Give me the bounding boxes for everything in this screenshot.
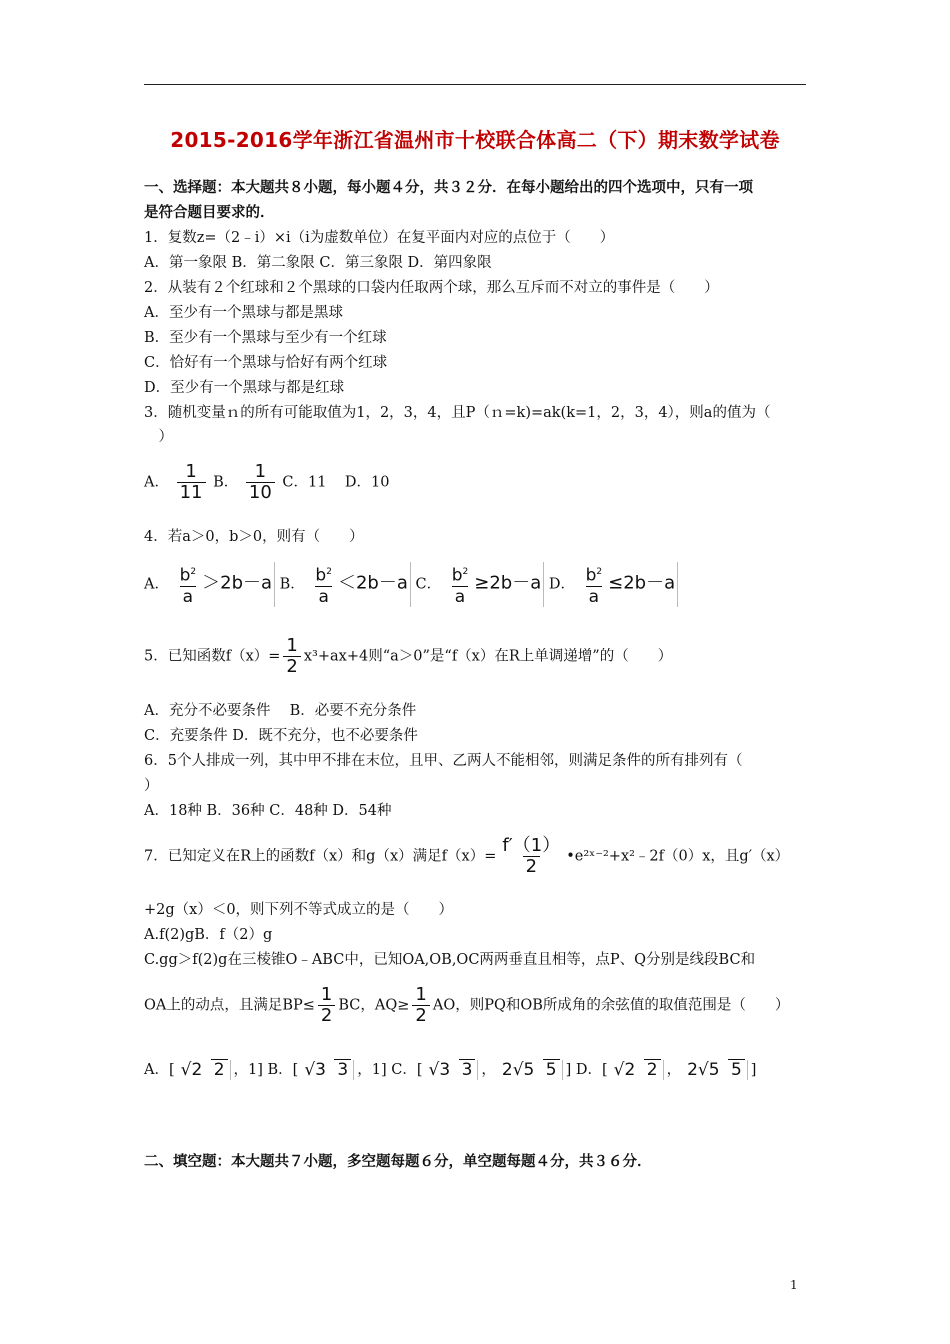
q7-stem-line5 <box>144 985 789 1026</box>
q3-option-c: C．11 <box>282 474 327 491</box>
q7-half-2-denominator: 2 <box>412 1005 429 1026</box>
q3-stem-line2: ） <box>144 429 173 445</box>
section1-header-line1: 一、选择题：本大题共８小题，每小题４分，共３２分．在每小题给出的四个选项中，只有一项 <box>144 180 753 196</box>
page-title: 2015-2016学年浙江省温州市十校联合体高二（下）期末数学试卷 <box>170 128 780 152</box>
q5-stem-suffix: x³+ax+4则“a＞0”是“f（x）在R上单调递增”的（ ） <box>303 648 673 665</box>
q5-fraction <box>283 636 300 677</box>
q7-line5-part-c: AO，则PQ和OB所成角的余弦值的取值范围是（ ） <box>432 997 790 1014</box>
q7-line5-part-a: OA上的动点，且满足BP≤ <box>144 997 315 1014</box>
q8-option-c-tail: ] <box>565 1062 576 1078</box>
q8-option-a-denominator: 2 <box>211 1059 228 1080</box>
q2-option-d: D．至少有一个黑球与都是红球 <box>144 380 345 396</box>
q7-half-2-numerator: 1 <box>415 984 427 1005</box>
q7-stem-suffix: •e²ˣ⁻²+x²﹣2f（0）x，且g′（x） <box>566 848 790 865</box>
section2-header: 二、填空题：本大题共７小题，多空题每题６分，单空题每题４分，共３６分． <box>144 1154 652 1170</box>
q2-option-a: A．至少有一个黑球与都是黑球 <box>144 305 343 321</box>
q8-option-b-numerator: √3 <box>304 1060 326 1080</box>
q7-half-fraction-1 <box>318 985 335 1026</box>
q5-denominator: 2 <box>283 656 300 677</box>
q8-option-d-fraction-2 <box>684 1060 748 1080</box>
q8-option-c-fraction-1 <box>426 1060 479 1080</box>
q8-option-d-tail: ] <box>750 1062 757 1078</box>
q1-stem: 1．复数z=（2﹣i）×i（i为虚数单位）在复平面内对应的点位于（ ） <box>144 230 615 246</box>
q3-options <box>144 462 389 503</box>
q7-half-1-numerator: 1 <box>320 984 333 1005</box>
q4-option-a-expression <box>174 562 275 607</box>
q8-option-d-numerator-1: √2 <box>613 1060 636 1080</box>
q4-option-b-label: B． <box>279 576 305 593</box>
q4-b-num-base: b <box>315 565 327 586</box>
q8-option-c-denominator-2: 5 <box>543 1059 560 1080</box>
q4-option-d-denominator: a <box>586 586 602 607</box>
q4-option-b-fraction <box>312 562 335 607</box>
q4-option-b-numerator <box>312 562 335 586</box>
q8-options <box>144 1058 756 1080</box>
q7-stem-line3: A.f(2)gB．f（2）g <box>144 927 273 943</box>
q5-options-line2: C．充要条件 D．既不充分，也不必要条件 <box>144 728 418 744</box>
q4-option-d-numerator <box>583 562 606 586</box>
q8-option-b-label: B．[ <box>267 1062 299 1078</box>
section1-header-line2: 是符合题目要求的． <box>144 205 275 221</box>
q7-stem-line2: +2g（x）＜0，则下列不等式成立的是（ ） <box>144 902 454 918</box>
q8-option-c-denominator-1: 3 <box>459 1059 476 1080</box>
q7-half-1-denominator: 2 <box>318 1005 335 1026</box>
q3-option-b-numerator: 1 <box>254 461 267 482</box>
q3-option-a-denominator: 11 <box>177 482 206 503</box>
q7-denominator: 2 <box>523 856 540 877</box>
q4-option-a-numerator <box>177 562 200 586</box>
q6-options: A．18种 B．36种 C．48种 D．54种 <box>144 803 392 819</box>
q4-c-num-base: b <box>451 565 463 586</box>
q8-option-d-denominator-1: 2 <box>644 1059 661 1080</box>
q8-option-b-tail: ，1] <box>357 1062 392 1078</box>
q8-option-d-label: D．[ <box>575 1062 608 1078</box>
q7-stem-prefix: 7．已知定义在R上的函数f（x）和g（x）满足f（x）= <box>144 848 497 865</box>
page-number: 1 <box>790 1278 798 1292</box>
q8-option-b-fraction <box>301 1060 354 1080</box>
q8-option-a-tail: ，1] <box>233 1062 268 1078</box>
q8-option-c-separator: ， <box>481 1062 496 1078</box>
q2-option-b: B．至少有一个黑球与至少有一个红球 <box>144 330 387 346</box>
q7-stem-line4: C.gg＞f(2)g在三棱锥O﹣ABC中，已知OA,OB,OC两两垂直且相等，点P、Q分别是线段BC和 <box>144 952 756 968</box>
q4-option-d-fraction <box>583 562 606 607</box>
q4-option-a-rhs: ＞2b－a <box>202 572 273 594</box>
q8-option-c-label: C．[ <box>391 1062 423 1078</box>
q7-stem-line1 <box>144 836 789 877</box>
q6-stem-line1: 6．5个人排成一列，其中甲不排在末位，且甲、乙两人不能相邻，则满足条件的所有排列有（ <box>144 753 743 769</box>
q3-stem-line1: 3．随机变量ｎ的所有可能取值为1，2，3，4，且P（ｎ=k)=ak(k=1，2，3，4），则a的值为（ <box>144 405 771 421</box>
q4-a-num-exp: 2 <box>190 567 197 577</box>
q4-option-a-label: A． <box>144 576 169 593</box>
q4-option-c-label: C． <box>415 576 442 593</box>
q4-options <box>144 562 678 607</box>
q4-c-num-exp: 2 <box>462 567 469 577</box>
q3-option-b-denominator: 10 <box>246 482 275 503</box>
q3-option-b-label: B． <box>213 474 239 491</box>
q4-option-d-rhs: ≤2b－a <box>608 572 676 594</box>
q4-a-num-base: b <box>179 565 191 586</box>
q4-option-a-fraction <box>177 562 200 607</box>
q3-option-a-fraction <box>177 462 206 503</box>
q4-d-num-base: b <box>585 565 597 586</box>
q4-option-d-label: D． <box>548 576 575 593</box>
q4-d-num-exp: 2 <box>596 567 603 577</box>
q3-option-d: D．10 <box>344 474 390 491</box>
q3-option-b-fraction <box>246 462 275 503</box>
q4-option-c-fraction <box>449 562 472 607</box>
q4-option-c-rhs: ≥2b－a <box>474 572 542 594</box>
q8-option-d-separator: ， <box>666 1062 682 1078</box>
header-rule <box>144 84 806 85</box>
q8-option-c-fraction-2 <box>499 1060 563 1080</box>
q1-options: A．第一象限 B．第二象限 C．第三象限 D．第四象限 <box>144 255 492 271</box>
q4-option-c-numerator <box>449 562 472 586</box>
q4-option-b-rhs: ＜2b－a <box>337 572 408 594</box>
q7-numerator: f′（1） <box>502 835 561 856</box>
q4-option-b-denominator: a <box>315 586 331 607</box>
q3-option-a-numerator: 1 <box>185 461 197 482</box>
q8-option-c-numerator-1: √3 <box>428 1060 451 1080</box>
q2-stem: 2．从装有２个红球和２个黑球的口袋内任取两个球，那么互斥而不对立的事件是（ ） <box>144 280 719 296</box>
q5-numerator: 1 <box>286 635 298 656</box>
q8-option-c-numerator-2: 2√5 <box>501 1060 535 1080</box>
q8-option-d-denominator-2: 5 <box>728 1059 745 1080</box>
q5-options-line1: A．充分不必要条件 B．必要不充分条件 <box>144 703 417 719</box>
q5-stem-prefix: 5．已知函数f（x）= <box>144 648 281 665</box>
q5-stem <box>144 636 672 677</box>
q7-fraction <box>499 836 563 877</box>
q7-line5-part-b: BC，AQ≥ <box>338 997 410 1014</box>
q8-option-a-label: A．[ <box>144 1062 175 1078</box>
q4-option-d-expression <box>580 562 679 607</box>
q8-option-d-fraction-1 <box>611 1060 664 1080</box>
q3-option-a-label: A． <box>144 474 169 491</box>
q6-stem-line2: ） <box>144 778 159 794</box>
q4-option-c-expression <box>446 562 545 607</box>
q8-option-b-denominator: 3 <box>334 1059 351 1080</box>
q4-stem: 4．若a＞0，b＞0，则有（ ） <box>144 529 364 545</box>
q8-option-a-fraction <box>178 1060 231 1080</box>
q4-option-c-denominator: a <box>452 586 468 607</box>
q2-option-c: C．恰好有一个黑球与恰好有两个红球 <box>144 355 388 371</box>
q4-option-a-denominator: a <box>180 586 196 607</box>
q4-option-b-expression <box>309 562 410 607</box>
q8-option-d-numerator-2: 2√5 <box>687 1060 720 1080</box>
q8-option-a-numerator: √2 <box>180 1060 203 1080</box>
q4-b-num-exp: 2 <box>326 567 332 577</box>
q7-half-fraction-2 <box>412 985 429 1026</box>
